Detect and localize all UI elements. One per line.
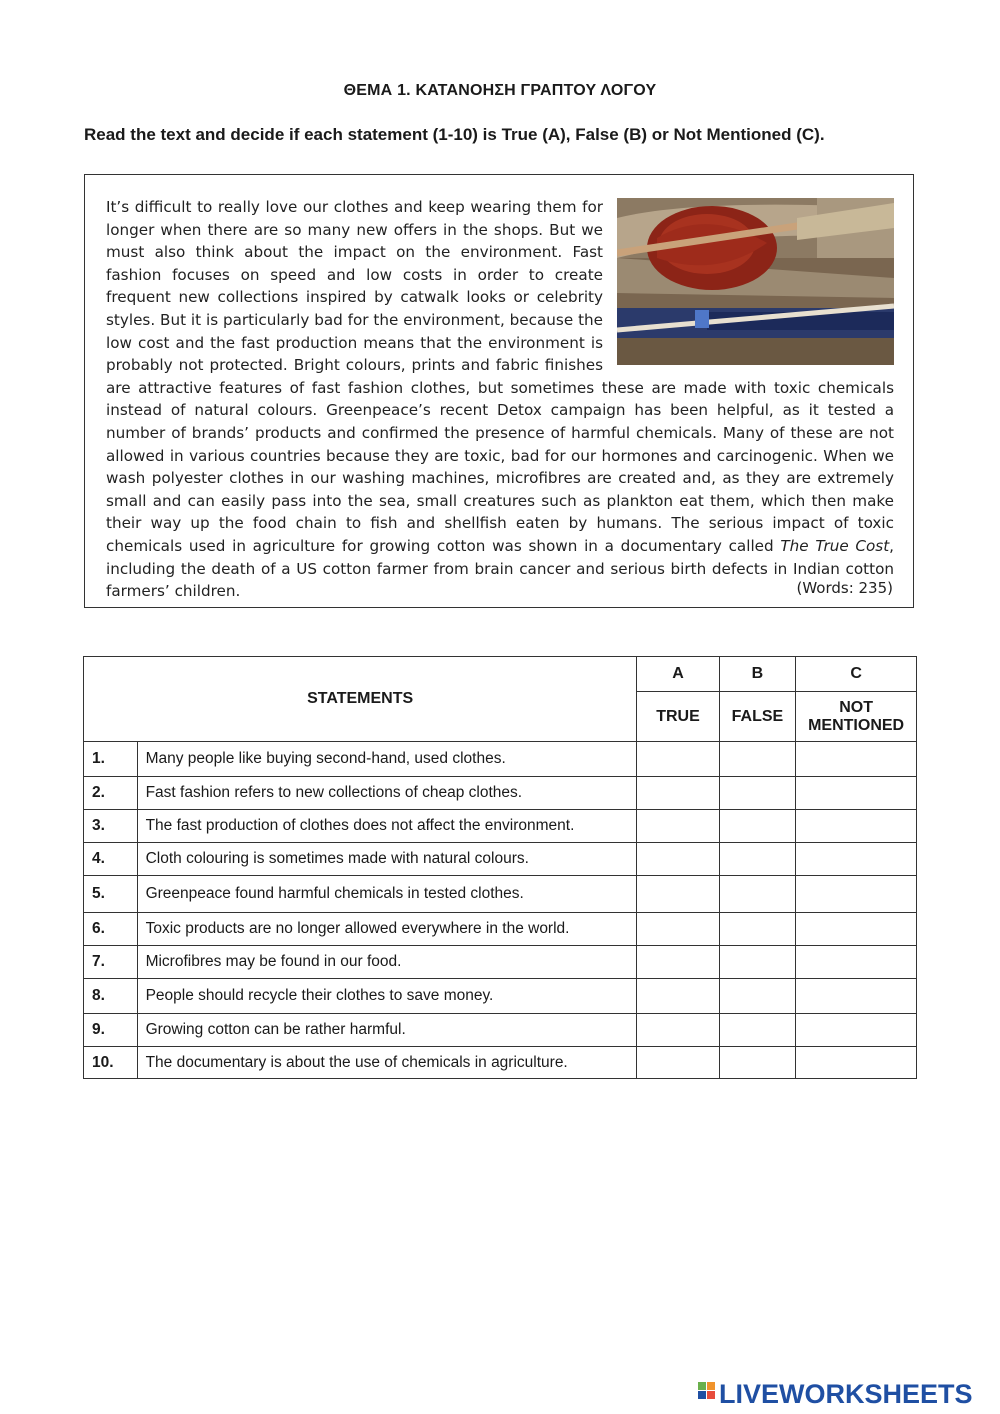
table-row bbox=[84, 1047, 917, 1079]
column-b-letter: B bbox=[719, 657, 796, 692]
table-row bbox=[84, 876, 917, 913]
table-row bbox=[84, 777, 917, 810]
statement-number: 3. bbox=[84, 810, 138, 843]
answer-cell-b-false[interactable] bbox=[719, 810, 796, 843]
answer-cell-b-false[interactable] bbox=[719, 1047, 796, 1079]
answer-cell-c-not-mentioned[interactable] bbox=[796, 913, 917, 946]
answer-cell-b-false[interactable] bbox=[719, 1014, 796, 1047]
answer-cell-a-true[interactable] bbox=[637, 876, 719, 913]
answer-cell-c-not-mentioned[interactable] bbox=[796, 876, 917, 913]
column-a-letter: A bbox=[637, 657, 719, 692]
answer-cell-b-false[interactable] bbox=[719, 777, 796, 810]
answer-cell-a-true[interactable] bbox=[637, 777, 719, 810]
answer-cell-a-true[interactable] bbox=[637, 946, 719, 979]
answer-cell-c-not-mentioned[interactable] bbox=[796, 1047, 917, 1079]
answer-cell-a-true[interactable] bbox=[637, 843, 719, 876]
statement-number: 10. bbox=[84, 1047, 138, 1079]
table-row bbox=[84, 1014, 917, 1047]
logo-square-blue bbox=[698, 1391, 706, 1399]
answer-cell-c-not-mentioned[interactable] bbox=[796, 742, 917, 777]
logo-square-green bbox=[698, 1382, 706, 1390]
table-row bbox=[84, 979, 917, 1014]
statement-text: Greenpeace found harmful chemicals in tested clothes. bbox=[137, 876, 637, 913]
table-row bbox=[84, 946, 917, 979]
yarn-dyeing-photo bbox=[617, 198, 894, 365]
answer-cell-a-true[interactable] bbox=[637, 1047, 719, 1079]
answer-cell-b-false[interactable] bbox=[719, 843, 796, 876]
answer-cell-a-true[interactable] bbox=[637, 979, 719, 1014]
statement-text: The fast production of clothes does not affect the environment. bbox=[137, 810, 637, 843]
answer-cell-a-true[interactable] bbox=[637, 742, 719, 777]
table-row bbox=[84, 810, 917, 843]
column-true-label: TRUE bbox=[637, 692, 719, 742]
logo-square-orange bbox=[707, 1382, 715, 1390]
column-not-mentioned-label: NOT MENTIONED bbox=[796, 692, 917, 742]
statement-text: Microfibres may be found in our food. bbox=[137, 946, 637, 979]
answer-cell-a-true[interactable] bbox=[637, 913, 719, 946]
answer-cell-b-false[interactable] bbox=[719, 876, 796, 913]
statement-number: 1. bbox=[84, 742, 138, 777]
answer-cell-b-false[interactable] bbox=[719, 946, 796, 979]
answer-cell-c-not-mentioned[interactable] bbox=[796, 843, 917, 876]
column-false-label: FALSE bbox=[719, 692, 796, 742]
statement-number: 4. bbox=[84, 843, 138, 876]
answer-cell-b-false[interactable] bbox=[719, 979, 796, 1014]
documentary-title: The True Cost bbox=[780, 536, 890, 555]
statement-text: The documentary is about the use of chemicals in agriculture. bbox=[137, 1047, 637, 1079]
answer-cell-b-false[interactable] bbox=[719, 913, 796, 946]
statements-table bbox=[83, 656, 917, 1079]
answer-cell-c-not-mentioned[interactable] bbox=[796, 777, 917, 810]
statement-text: People should recycle their clothes to save money. bbox=[137, 979, 637, 1014]
liveworksheets-logo bbox=[695, 1374, 995, 1414]
reading-passage bbox=[106, 196, 894, 603]
answer-cell-a-true[interactable] bbox=[637, 810, 719, 843]
column-c-letter: C bbox=[796, 657, 917, 692]
answer-cell-c-not-mentioned[interactable] bbox=[796, 979, 917, 1014]
statement-number: 9. bbox=[84, 1014, 138, 1047]
section-title: ΘΕΜΑ 1. ΚΑΤΑΝΟΗΣΗ ΓΡΑΠΤΟΥ ΛΟΓΟΥ bbox=[343, 82, 657, 99]
yarn-dyeing-image bbox=[617, 198, 894, 365]
logo-text: LIVEWORKSHEETS bbox=[719, 1379, 973, 1409]
instructions: Read the text and decide if each statement (1-10) is True (A), False (B) or Not Mentioned (C). bbox=[84, 125, 825, 144]
table-row bbox=[84, 742, 917, 777]
logo-square-red bbox=[707, 1391, 715, 1399]
statement-number: 7. bbox=[84, 946, 138, 979]
answer-cell-c-not-mentioned[interactable] bbox=[796, 1014, 917, 1047]
statement-text: Cloth colouring is sometimes made with natural colours. bbox=[137, 843, 637, 876]
statement-text: Many people like buying second-hand, used clothes. bbox=[137, 742, 637, 777]
word-count: (Words: 235) bbox=[796, 579, 893, 597]
passage-text-part1: It’s difficult to really love our clothes and keep wearing them for longer when there are so many new offers in the shops. But we must also think about the impact on the environment. Fast fashion focuses on speed and low costs in order to create frequent new collections inspired by catwalk looks or celebrity styles. But it is particularly bad for the environment, because the low cost and the fast production means that the environment is probably not protected. Bright colours, prints and fabric finishes are attractive features of fast fashion clothes, but sometimes these are made with toxic chemicals instead of natural colours. Greenpeace’s recent Detox campaign has been helpful, as it tested a number of brands’ products and confirmed the presence of harmful chemicals. Many of these are not allowed in various countries because they are toxic, bad for our hormones and carcinogenic. When we wash polyester clothes in our washing machines, microfibres are created and, as they are extremely small and can easily pass into the sea, small creatures such as plankton eat them, which then make their way up the food chain to fish and shellfish eaten by humans. The serious impact of toxic chemicals used in agriculture for growing cotton was shown in a documentary called bbox=[106, 198, 894, 555]
statement-number: 2. bbox=[84, 777, 138, 810]
answer-cell-a-true[interactable] bbox=[637, 1014, 719, 1047]
table-row bbox=[84, 843, 917, 876]
answer-cell-b-false[interactable] bbox=[719, 742, 796, 777]
statement-text: Toxic products are no longer allowed everywhere in the world. bbox=[137, 913, 637, 946]
statement-number: 5. bbox=[84, 876, 138, 913]
reading-passage-box bbox=[84, 174, 914, 608]
answer-cell-c-not-mentioned[interactable] bbox=[796, 946, 917, 979]
statement-number: 8. bbox=[84, 979, 138, 1014]
statement-number: 6. bbox=[84, 913, 138, 946]
statements-header: STATEMENTS bbox=[84, 657, 637, 742]
answer-cell-c-not-mentioned[interactable] bbox=[796, 810, 917, 843]
table-row bbox=[84, 913, 917, 946]
statement-text: Fast fashion refers to new collections of cheap clothes. bbox=[137, 777, 637, 810]
passage-text-part2: , including the death of a US cotton farmer from brain cancer and serious birth defects in Indian cotton farmers’ children. bbox=[106, 536, 894, 601]
statement-text: Growing cotton can be rather harmful. bbox=[137, 1014, 637, 1047]
